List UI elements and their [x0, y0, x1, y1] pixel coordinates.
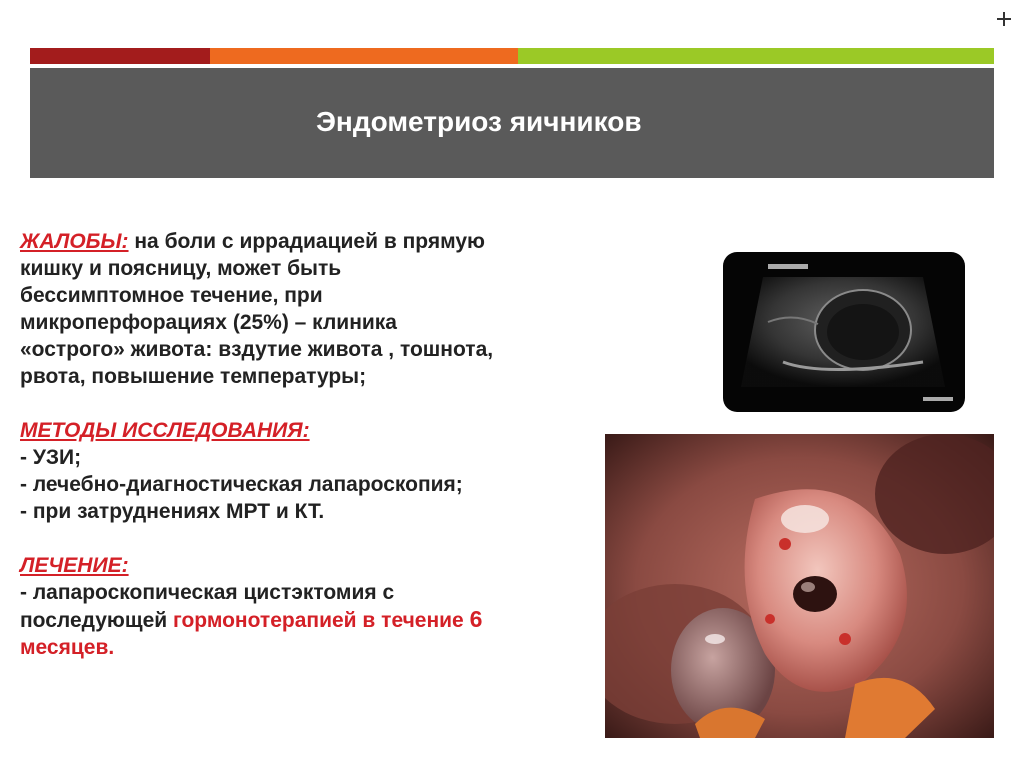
accent-stripe-green — [518, 48, 994, 64]
complaints-line-1 — [20, 228, 600, 255]
complaints-line-2: кишку и поясницу, может быть — [20, 257, 342, 280]
methods-item: - при затруднениях МРТ и КТ. — [20, 500, 325, 523]
complaints-line-4: микроперфорациях (25%) – клиника — [20, 311, 397, 334]
methods-header: МЕТОДЫ ИССЛЕДОВАНИЯ: — [20, 419, 310, 442]
methods-item: - лечебно-диагностическая лапароскопия; — [20, 473, 463, 496]
treatment-line-3: месяцев. — [20, 636, 115, 659]
complaints-line-6: рвота, повышение температуры; — [20, 365, 367, 388]
ultrasound-image — [723, 252, 965, 412]
complaints-line-5: «острого» живота: вздутие живота , тошнота, — [20, 338, 494, 361]
treatment-highlight: гормонотерапией в течение — [173, 609, 470, 632]
treatment-line-1: - лапароскопическая цистэктомия с — [20, 581, 395, 604]
spacer — [20, 525, 600, 552]
slide-title: Эндометриоз яичников — [316, 106, 642, 137]
complaints-header: ЖАЛОБЫ: — [20, 230, 129, 253]
slide-body — [20, 228, 600, 661]
accent-stripe-red — [30, 48, 210, 64]
treatment-header: ЛЕЧЕНИЕ: — [20, 554, 129, 577]
treatment-line-2 — [20, 606, 600, 634]
corner-mark-h — [997, 18, 1011, 20]
laparoscopy-image — [605, 434, 994, 738]
accent-stripe-orange — [210, 48, 518, 64]
title-bar — [30, 68, 994, 178]
complaints-text-1: на боли с иррадиацией в прямую — [128, 230, 485, 253]
treatment-text: последующей — [20, 609, 173, 632]
methods-item: - УЗИ; — [20, 446, 82, 469]
complaints-line-3: бессимптомное течение, при — [20, 284, 323, 307]
treatment-duration: 6 — [469, 606, 483, 632]
spacer — [20, 390, 600, 417]
